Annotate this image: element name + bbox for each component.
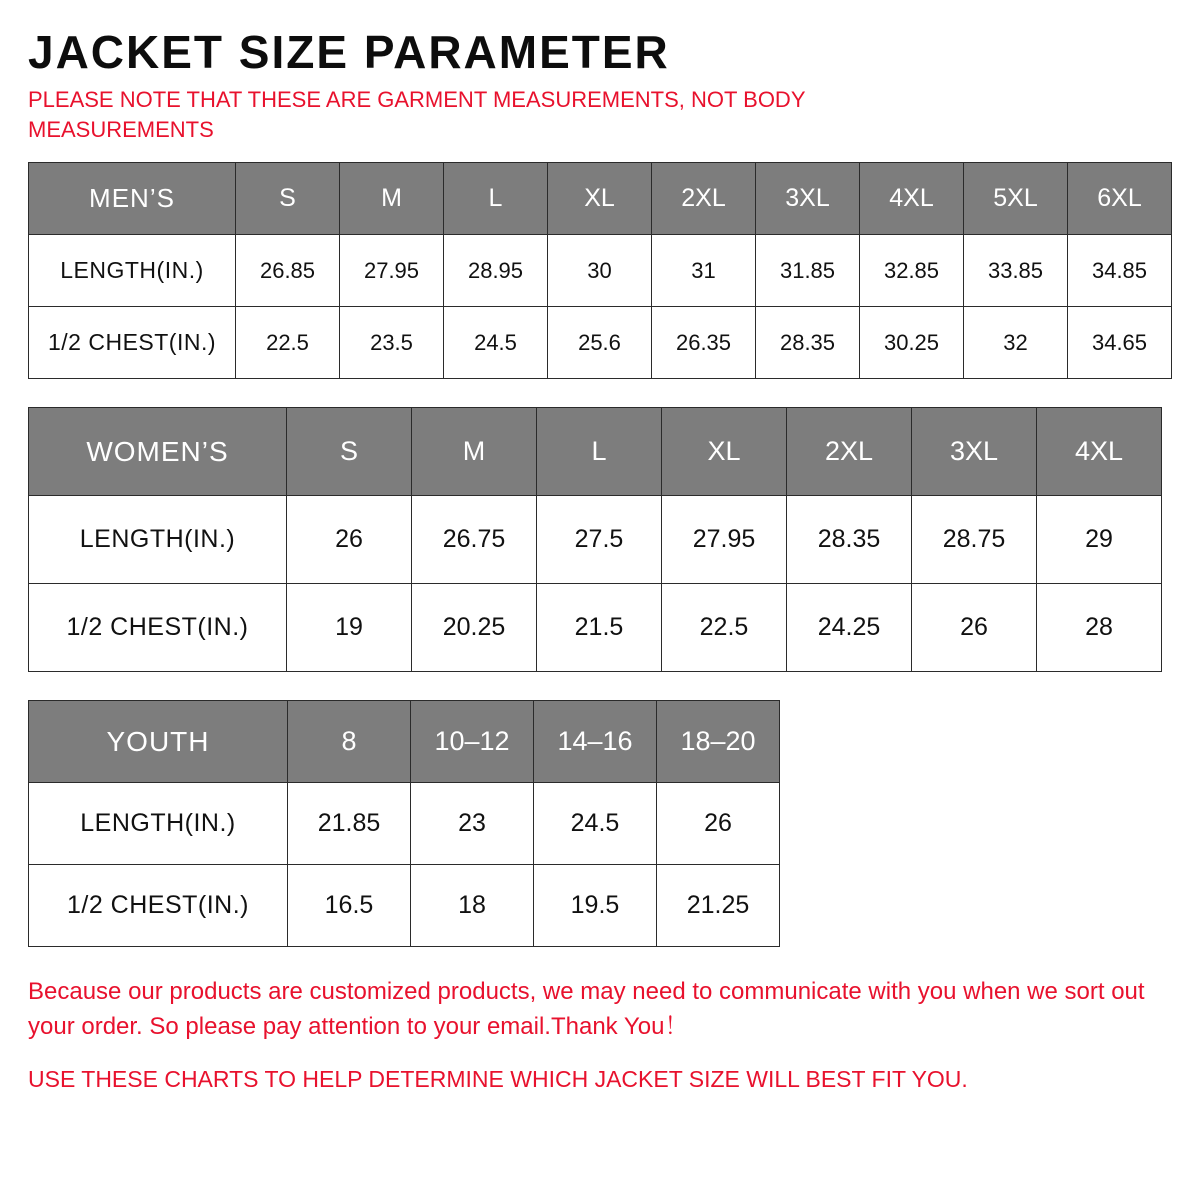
table-header-row	[29, 408, 1162, 496]
mens-size-header: M	[340, 163, 444, 235]
cell-value: 28.95	[444, 235, 548, 307]
cell-value: 22.5	[236, 307, 340, 379]
womens-size-header: M	[412, 408, 537, 496]
womens-size-table	[28, 407, 1162, 672]
cell-value: 26	[912, 584, 1037, 672]
cell-value: 28.35	[787, 496, 912, 584]
cell-value: 22.5	[662, 584, 787, 672]
table-row	[29, 235, 1172, 307]
cell-value: 29	[1037, 496, 1162, 584]
row-label: LENGTH(IN.)	[29, 235, 236, 307]
womens-size-header: 2XL	[787, 408, 912, 496]
mens-table-label: MEN’S	[29, 163, 236, 235]
table-row	[29, 307, 1172, 379]
youth-size-header: 10–12	[411, 701, 534, 783]
cell-value: 32	[964, 307, 1068, 379]
youth-size-header: 18–20	[657, 701, 780, 783]
cell-value: 27.95	[662, 496, 787, 584]
row-label: 1/2 CHEST(IN.)	[29, 307, 236, 379]
cell-value: 25.6	[548, 307, 652, 379]
cell-value: 26	[657, 783, 780, 865]
cell-value: 23	[411, 783, 534, 865]
footer-note-usage: USE THESE CHARTS TO HELP DETERMINE WHICH JACKET SIZE WILL BEST FIT YOU.	[28, 1065, 968, 1092]
mens-size-header: L	[444, 163, 548, 235]
row-label: LENGTH(IN.)	[29, 496, 287, 584]
youth-size-table	[28, 700, 780, 947]
cell-value: 34.65	[1068, 307, 1172, 379]
table-row	[29, 496, 1162, 584]
cell-value: 20.25	[412, 584, 537, 672]
table-row	[29, 584, 1162, 672]
womens-table-label: WOMEN’S	[29, 408, 287, 496]
womens-size-header: L	[537, 408, 662, 496]
cell-value: 24.5	[534, 783, 657, 865]
mens-size-header: 5XL	[964, 163, 1068, 235]
cell-value: 31	[652, 235, 756, 307]
cell-value: 26.35	[652, 307, 756, 379]
cell-value: 28	[1037, 584, 1162, 672]
mens-size-header: XL	[548, 163, 652, 235]
cell-value: 21.25	[657, 865, 780, 947]
cell-value: 33.85	[964, 235, 1068, 307]
cell-value: 16.5	[288, 865, 411, 947]
cell-value: 19.5	[534, 865, 657, 947]
row-label: LENGTH(IN.)	[29, 783, 288, 865]
mens-size-table	[28, 162, 1172, 379]
page-title: JACKET SIZE PARAMETER	[28, 26, 670, 78]
row-label: 1/2 CHEST(IN.)	[29, 865, 288, 947]
cell-value: 30	[548, 235, 652, 307]
cell-value: 32.85	[860, 235, 964, 307]
womens-size-header: XL	[662, 408, 787, 496]
mens-size-header: 2XL	[652, 163, 756, 235]
cell-value: 28.75	[912, 496, 1037, 584]
measurement-note: PLEASE NOTE THAT THESE ARE GARMENT MEASUREMENTS, NOT BODY MEASUREMENTS	[28, 86, 806, 142]
youth-table-label: YOUTH	[29, 701, 288, 783]
cell-value: 27.5	[537, 496, 662, 584]
cell-value: 27.95	[340, 235, 444, 307]
cell-value: 19	[287, 584, 412, 672]
youth-size-header: 14–16	[534, 701, 657, 783]
table-row	[29, 865, 780, 947]
womens-size-header: 3XL	[912, 408, 1037, 496]
cell-value: 23.5	[340, 307, 444, 379]
youth-size-header: 8	[288, 701, 411, 783]
mens-size-header: 4XL	[860, 163, 964, 235]
cell-value: 30.25	[860, 307, 964, 379]
cell-value: 26	[287, 496, 412, 584]
cell-value: 28.35	[756, 307, 860, 379]
cell-value: 18	[411, 865, 534, 947]
cell-value: 26.75	[412, 496, 537, 584]
cell-value: 24.5	[444, 307, 548, 379]
table-row	[29, 783, 780, 865]
mens-size-header: 3XL	[756, 163, 860, 235]
womens-size-header: 4XL	[1037, 408, 1162, 496]
row-label: 1/2 CHEST(IN.)	[29, 584, 287, 672]
womens-size-header: S	[287, 408, 412, 496]
mens-size-header: S	[236, 163, 340, 235]
cell-value: 21.5	[537, 584, 662, 672]
table-header-row	[29, 701, 780, 783]
cell-value: 24.25	[787, 584, 912, 672]
footer-note-customization: Because our products are customized products, we may need to communicate with you when we sort out your order. So please pay attention to your email.Thank You！	[28, 978, 1145, 1041]
mens-size-header: 6XL	[1068, 163, 1172, 235]
cell-value: 31.85	[756, 235, 860, 307]
cell-value: 21.85	[288, 783, 411, 865]
footer-notes	[28, 975, 1172, 1096]
cell-value: 26.85	[236, 235, 340, 307]
table-header-row	[29, 163, 1172, 235]
cell-value: 34.85	[1068, 235, 1172, 307]
